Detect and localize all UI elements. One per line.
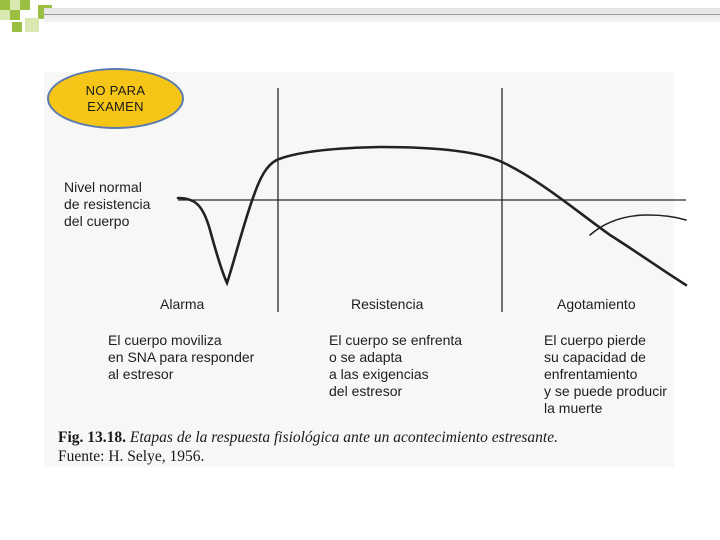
phase-description-line: El cuerpo se enfrenta: [329, 332, 463, 348]
badge-line-2: EXAMEN: [87, 98, 144, 114]
resistance-curve: [178, 147, 686, 285]
phase-description-line: la muerte: [544, 400, 603, 416]
caption-title: Etapas de la respuesta fisiológica ante un acontecimiento estresante.: [129, 429, 558, 446]
phase-description-line: a las exigencias: [329, 366, 429, 382]
figure-caption: [58, 428, 658, 466]
phase-description-line: y se puede producir: [544, 383, 667, 399]
badge-line-1: NO PARA: [85, 82, 146, 98]
baseline-label-line: del cuerpo: [64, 213, 130, 229]
phase-name-alarma: Alarma: [160, 296, 205, 312]
phase-description-line: en SNA para responder: [108, 349, 255, 365]
caption-source: Fuente: H. Selye, 1956.: [58, 448, 205, 465]
phase-description-line: o se adapta: [329, 349, 403, 365]
phase-name-agotamiento: Agotamiento: [557, 296, 636, 312]
phase-description-line: al estresor: [108, 366, 174, 382]
caption-label: Fig. 13.18.: [58, 429, 127, 446]
phase-description-line: enfrentamiento: [544, 366, 638, 382]
phase-description-line: El cuerpo pierde: [544, 332, 646, 348]
baseline-label-line: Nivel normal: [64, 179, 142, 195]
no-exam-badge: [47, 68, 184, 129]
phase-description-line: su capacidad de: [544, 349, 646, 365]
phase-description-line: del estresor: [329, 383, 403, 399]
phase-description-line: El cuerpo moviliza: [108, 332, 222, 348]
baseline-label-line: de resistencia: [64, 196, 151, 212]
phase-name-resistencia: Resistencia: [351, 296, 424, 312]
